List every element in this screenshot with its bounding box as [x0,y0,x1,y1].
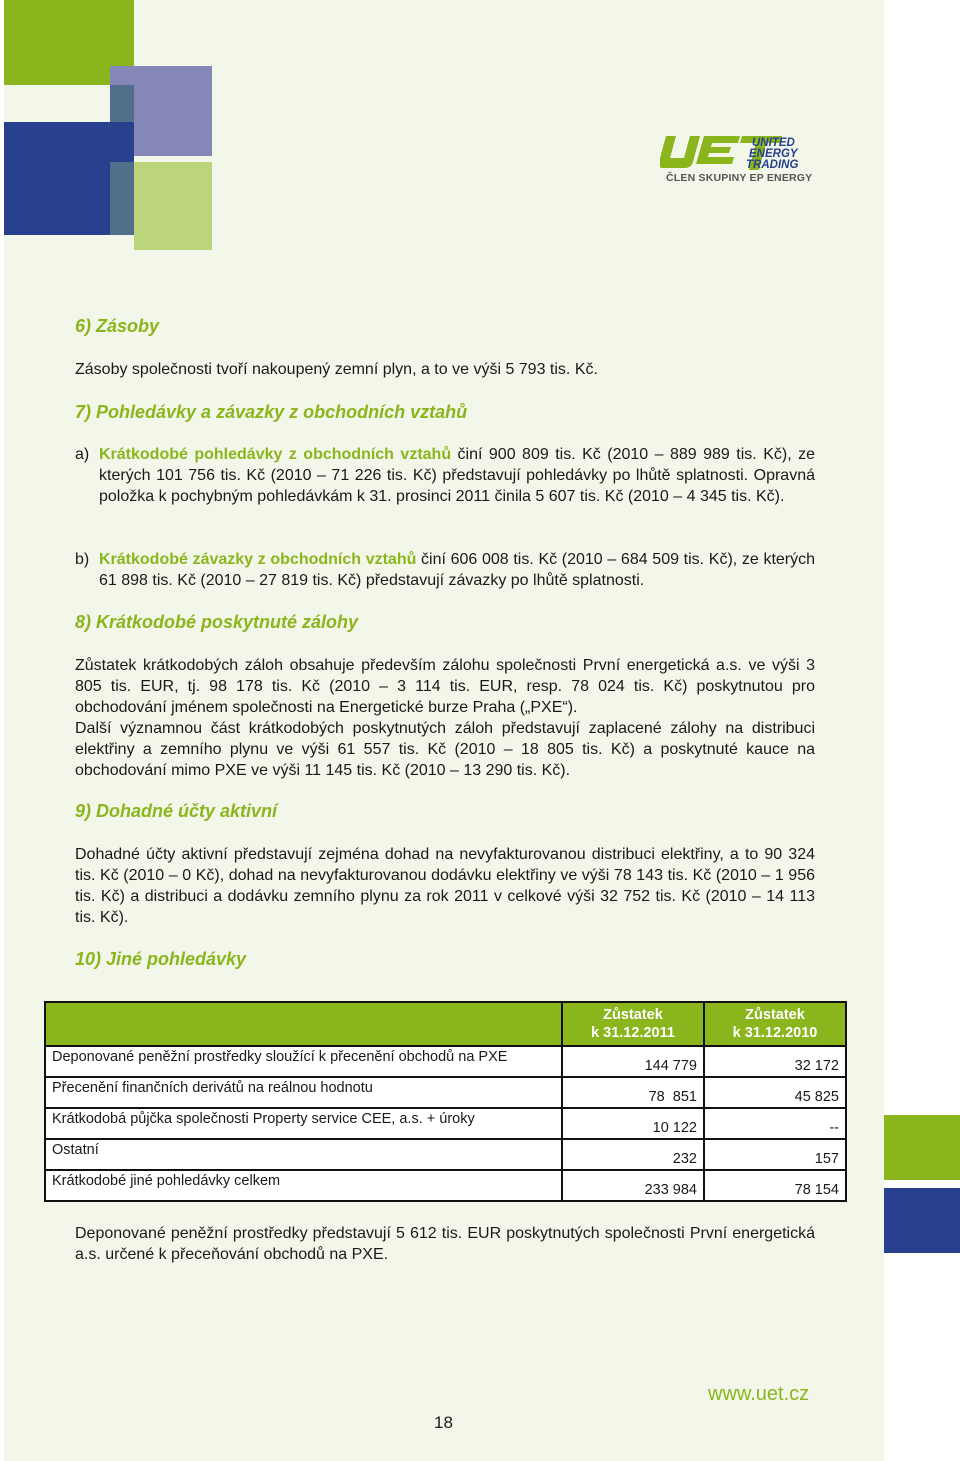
deco-square-overlap-2 [110,162,134,235]
logo-line-1: UNITED [752,137,795,149]
section-9-heading: 9) Dohadné účty aktivní [75,801,278,821]
row-value-2011: 233 984 [562,1170,704,1201]
item-a-bold: Krátkodobé pohledávky z obchodních vztahů [99,446,452,463]
row-label: Deponované peněžní prostředky sloužící k přecenění obchodů na PXE [45,1046,562,1077]
row-value-2010: 45 825 [704,1077,846,1108]
table-row-total [45,1170,846,1201]
section-7-heading: 7) Pohledávky a závazky z obchodních vztahů [75,402,468,422]
table-row [45,1077,846,1108]
table-row [45,1108,846,1139]
deco-square-light-green [134,162,212,250]
row-value-2011: 144 779 [562,1046,704,1077]
row-value-2011: 10 122 [562,1108,704,1139]
website-link[interactable]: www.uet.cz [708,1383,810,1405]
item-a-text: činí 900 809 tis. Kč (2010 – 889 989 tis. Kč), ze kterých 101 756 tis. Kč (2010 – 71 226 tis. Kč) představují pohledávky po lhůtě splatnosti. Opravná položka k pochybným pohledávkám k 31. prosinci 2011 činila 5 607 tis. Kč (2010 – 4 345 tis. Kč). [99,446,815,505]
table-row [45,1139,846,1170]
row-value-2010: 78 154 [704,1170,846,1201]
item-b-label: b) [75,551,90,568]
row-value-2010: -- [704,1108,846,1139]
header-2010-line-2: k 31.12.2010 [732,1025,818,1041]
logo-subtitle: ČLEN SKUPINY EP ENERGY [666,172,813,184]
row-value-2010: 157 [704,1139,846,1170]
deco-square-overlap-1 [110,85,134,122]
header-2011-line-1: Zůstatek [603,1007,663,1023]
other-receivables-table [44,1001,847,1202]
section-9-text: Dohadné účty aktivní představují zejména dohad na nevyfakturovanou distribuci elektřiny, a to 90 324 tis. Kč (2010 – 0 Kč), dohad na nevyfakturovanou dodávku elektřiny ve výši 78 143 tis. Kč (2010 – 1 956 tis. Kč) a distribuci a dodávku zemního plynu za rok 2011 v celkové výši 32 752 tis. Kč (2010 – 14 113 tis. Kč). [75,846,815,926]
table-header-2010 [704,1002,846,1046]
section-10-note: Deponované peněžní prostředky představují 5 612 tis. EUR poskytnutých společnosti První energetická a.s. určené k přeceňování obchodů na PXE. [75,1225,815,1263]
row-label: Přecenění finančních derivátů na reálnou hodnotu [45,1077,562,1108]
header-2010-line-1: Zůstatek [745,1007,805,1023]
row-label: Krátkodobá půjčka společnosti Property service CEE, a.s. + úroky [45,1108,562,1139]
section-8-heading: 8) Krátkodobé poskytnuté zálohy [75,612,359,632]
table-header-row [45,1002,846,1046]
section-7-item-a [75,444,815,507]
header-2011-line-2: k 31.12.2011 [591,1025,675,1041]
logo-line-3: TRADING [746,159,799,171]
table-header-2011 [562,1002,704,1046]
section-6-text: Zásoby společnosti tvoří nakoupený zemní plyn, a to ve výši 5 793 tis. Kč. [75,361,598,378]
deco-square-right-green [884,1115,960,1180]
logo-line-2: ENERGY [749,148,798,160]
section-7-item-b [75,549,815,591]
table-header-blank [45,1002,562,1046]
table-row [45,1046,846,1077]
row-label: Krátkodobé jiné pohledávky celkem [45,1170,562,1201]
item-b-text: činí 606 008 tis. Kč (2010 – 684 509 tis. Kč), ze kterých 61 898 tis. Kč (2010 – 27 819 tis. Kč) představují závazky po lhůtě splatnosti. [99,551,816,589]
section-8-text-1: Zůstatek krátkodobých záloh obsahuje především zálohu společnosti První energetická a.s. ve výši 3 805 tis. EUR, tj. 98 178 tis. Kč (2010 – 3 114 tis. EUR, resp. 78 024 tis. Kč) poskytnutou pro obchodování jménem společnosti na Energetické burze Praha („PXE“). [75,657,815,716]
item-b-bold: Krátkodobé závazky z obchodních vztahů [99,551,417,568]
deco-square-right-blue [884,1188,960,1253]
row-label: Ostatní [45,1139,562,1170]
page-number: 18 [434,1413,453,1432]
item-a-label: a) [75,446,90,463]
row-value-2010: 32 172 [704,1046,846,1077]
row-value-2011: 78 851 [562,1077,704,1108]
row-value-2011: 232 [562,1139,704,1170]
section-6-heading: 6) Zásoby [75,316,160,336]
section-8-text-2: Další významnou část krátkodobých poskytnutých záloh představují zaplacené zálohy na distribuci elektřiny a zemního plynu ve výši 61 557 tis. Kč (2010 – 18 805 tis. Kč) a poskytnuté kauce na obchodování mimo PXE ve výši 11 145 tis. Kč (2010 – 13 290 tis. Kč). [75,720,815,779]
section-10-heading: 10) Jiné pohledávky [75,949,247,969]
